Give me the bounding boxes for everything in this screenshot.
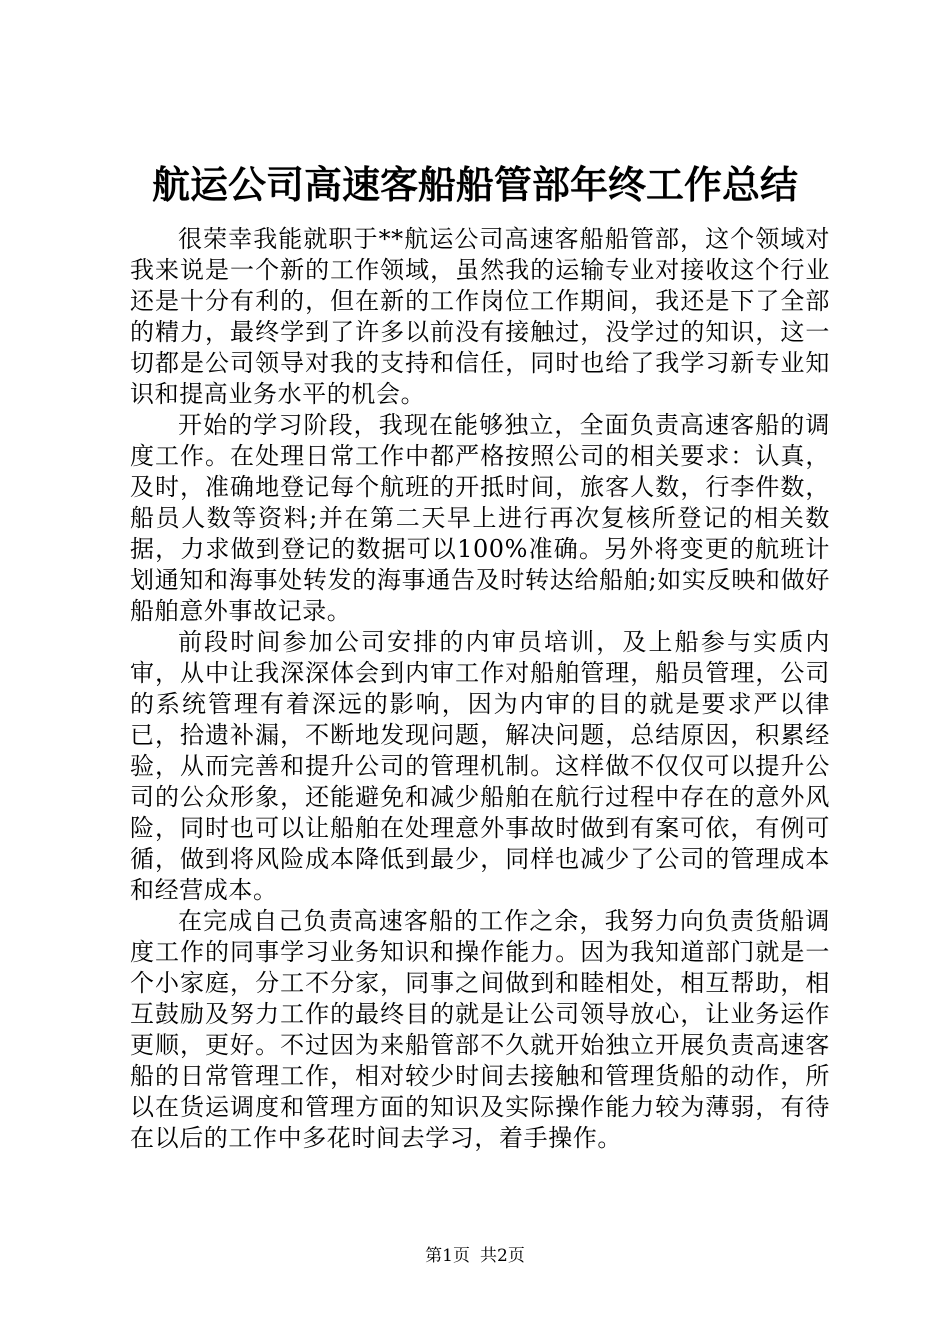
page-number: 第1页: [425, 1246, 470, 1266]
document-body: [130, 224, 830, 1154]
paragraph-3: 前段时间参加公司安排的内审员培训，及上船参与实质内审，从中让我深深体会到内审工作对船舶管理，船员管理，公司的系统管理有着深远的影响，因为内审的目的就是要求严以律已，拾遗补漏，不断地发现问题，解决问题，总结原因，积累经验，从而完善和提升公司的管理机制。这样做不仅仅可以提升公司的公众形象，还能避免和减少船舶在航行过程中存在的意外风险，同时也可以让船舶在处理意外事故时做到有案可依，有例可循，做到将风险成本降低到最少，同样也减少了公司的管理成本和经营成本。: [130, 628, 830, 904]
paragraph-4: 在完成自己负责高速客船的工作之余，我努力向负责货船调度工作的同事学习业务知识和操作能力。因为我知道部门就是一个小家庭，分工不分家，同事之间做到和睦相处，相互帮助，相互鼓励及努力工作的最终目的就是让公司领导放心，让业务运作更顺，更好。不过因为来船管部不久就开始独立开展负责高速客船的日常管理工作，相对较少时间去接触和管理货船的动作，所以在货运调度和管理方面的知识及实际操作能力较为薄弱，有待在以后的工作中多花时间去学习，着手操作。: [130, 907, 830, 1152]
page-footer: [0, 1244, 950, 1268]
page-total: 共2页: [480, 1246, 525, 1266]
document-title: 航运公司高速客船船管部年终工作总结: [151, 162, 798, 207]
paragraph-1: 很荣幸我能就职于**航运公司高速客船船管部，这个领域对我来说是一个新的工作领域，虽然我的运输专业对接收这个行业还是十分有利的，但在新的工作岗位工作期间，我还是下了全部的精力，最终学到了许多以前没有接触过，没学过的知识，这一切都是公司领导对我的支持和信任，同时也给了我学习新专业知识和提高业务水平的机会。: [130, 225, 830, 408]
paragraph-2: 开始的学习阶段，我现在能够独立，全面负责高速客船的调度工作。在处理日常工作中都严格按照公司的相关要求：认真，及时，准确地登记每个航班的开抵时间，旅客人数，行李件数，船员人数等资料;并在第二天早上进行再次复核所登记的相关数据，力求做到登记的数据可以100%准确。另外将变更的航班计划通知和海事处转发的海事通告及时转达给船舶;如实反映和做好船舶意外事故记录。: [130, 411, 830, 625]
